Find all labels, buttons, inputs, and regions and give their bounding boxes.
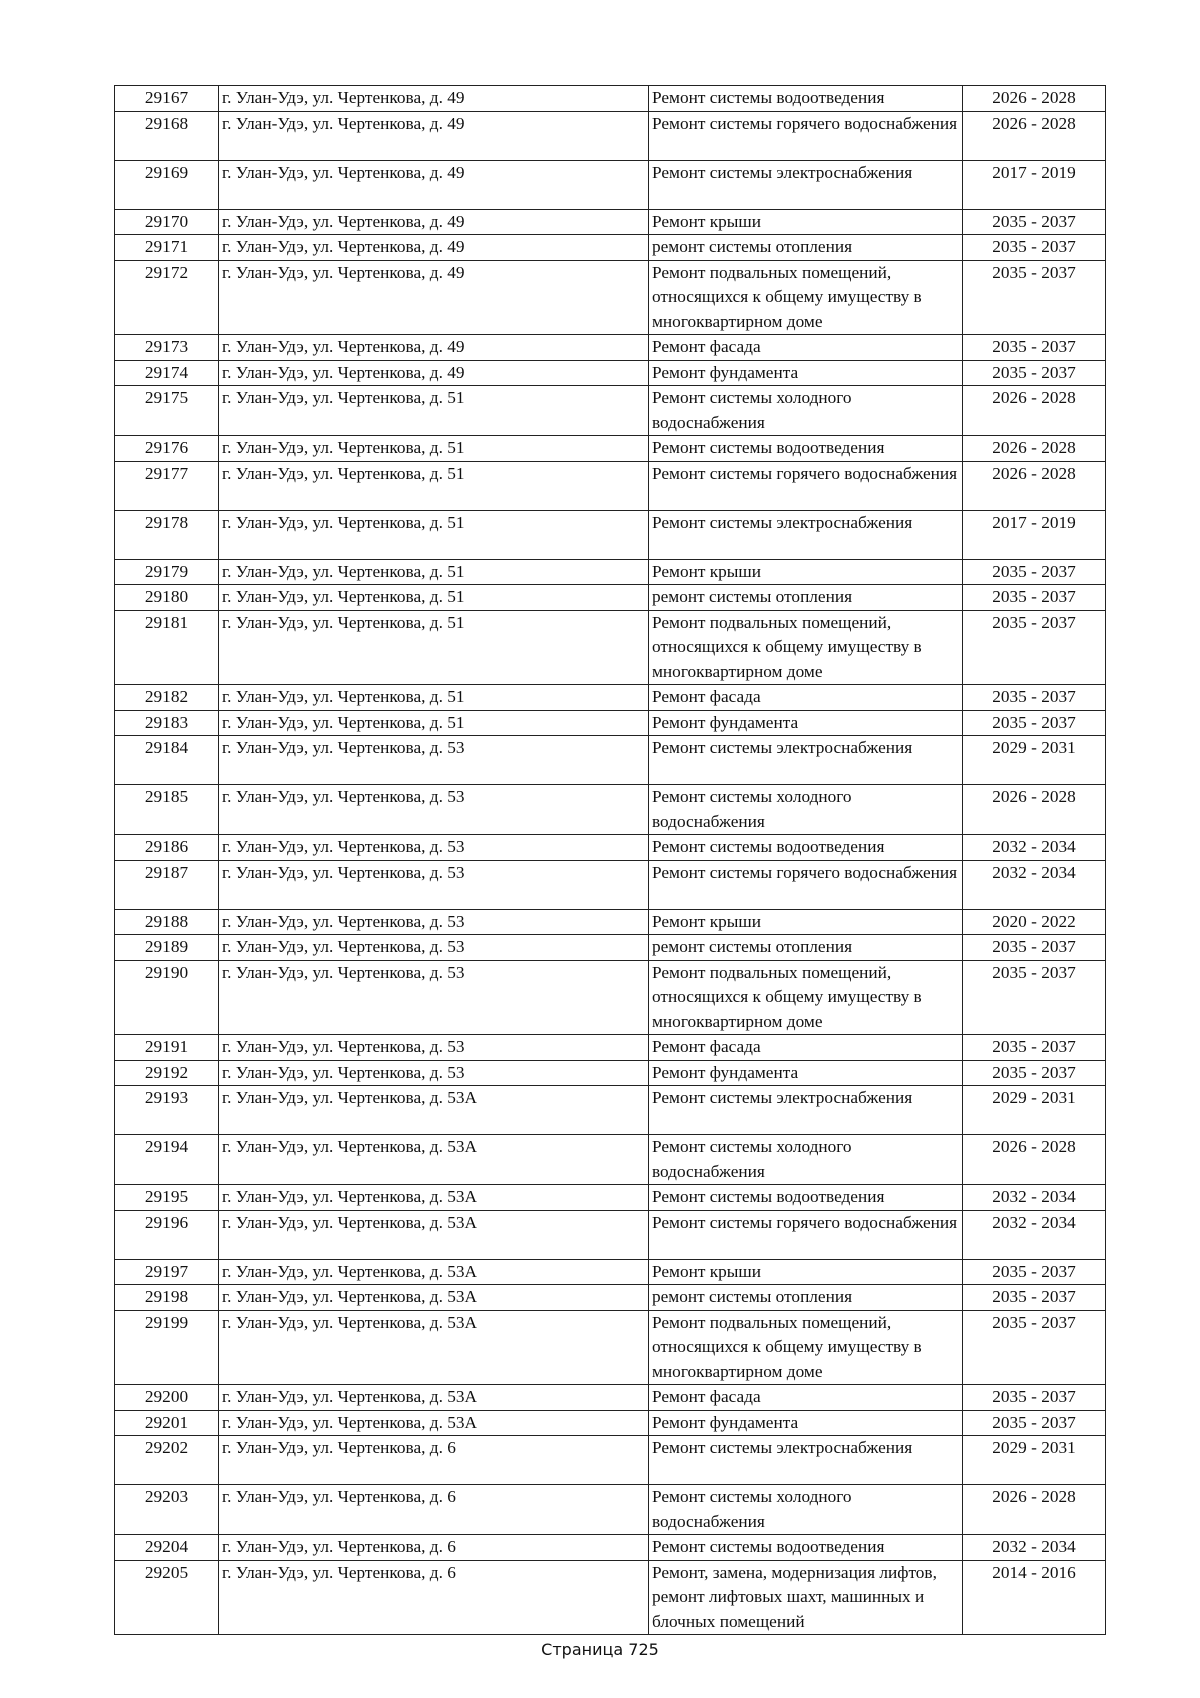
row-number-cell: 29181 xyxy=(115,610,219,685)
period-cell: 2035 - 2037 xyxy=(963,335,1106,361)
table-row xyxy=(115,510,1106,559)
table-row xyxy=(115,1210,1106,1259)
address-cell: г. Улан-Удэ, ул. Чертенкова, д. 51 xyxy=(219,585,649,611)
work-type-cell: Ремонт подвальных помещений, относящихся к общему имуществу в многоквартирном доме xyxy=(649,960,963,1035)
table-row xyxy=(115,1385,1106,1411)
row-number-cell: 29204 xyxy=(115,1535,219,1561)
address-cell: г. Улан-Удэ, ул. Чертенкова, д. 6 xyxy=(219,1485,649,1535)
table-body xyxy=(115,86,1106,1635)
period-cell: 2035 - 2037 xyxy=(963,235,1106,261)
table-row xyxy=(115,835,1106,861)
work-type-cell: Ремонт системы холодного водоснабжения xyxy=(649,386,963,436)
address-cell: г. Улан-Удэ, ул. Чертенкова, д. 6 xyxy=(219,1535,649,1561)
period-cell: 2020 - 2022 xyxy=(963,909,1106,935)
period-cell: 2026 - 2028 xyxy=(963,1135,1106,1185)
period-cell: 2032 - 2034 xyxy=(963,860,1106,909)
row-number-cell: 29199 xyxy=(115,1310,219,1385)
work-type-cell: Ремонт системы холодного водоснабжения xyxy=(649,1135,963,1185)
address-cell: г. Улан-Удэ, ул. Чертенкова, д. 49 xyxy=(219,335,649,361)
row-number-cell: 29186 xyxy=(115,835,219,861)
table-row xyxy=(115,960,1106,1035)
table-row xyxy=(115,260,1106,335)
work-type-cell: Ремонт подвальных помещений, относящихся к общему имуществу в многоквартирном доме xyxy=(649,260,963,335)
period-cell: 2035 - 2037 xyxy=(963,1385,1106,1411)
work-type-cell: Ремонт системы водоотведения xyxy=(649,1185,963,1211)
row-number-cell: 29197 xyxy=(115,1259,219,1285)
period-cell: 2035 - 2037 xyxy=(963,1310,1106,1385)
work-type-cell: ремонт системы отопления xyxy=(649,1285,963,1311)
address-cell: г. Улан-Удэ, ул. Чертенкова, д. 53 xyxy=(219,835,649,861)
row-number-cell: 29202 xyxy=(115,1436,219,1485)
row-number-cell: 29180 xyxy=(115,585,219,611)
period-cell: 2026 - 2028 xyxy=(963,111,1106,160)
work-type-cell: Ремонт крыши xyxy=(649,909,963,935)
period-cell: 2035 - 2037 xyxy=(963,610,1106,685)
period-cell: 2035 - 2037 xyxy=(963,559,1106,585)
address-cell: г. Улан-Удэ, ул. Чертенкова, д. 49 xyxy=(219,260,649,335)
work-type-cell: Ремонт системы горячего водоснабжения xyxy=(649,461,963,510)
work-type-cell: Ремонт подвальных помещений, относящихся к общему имуществу в многоквартирном доме xyxy=(649,1310,963,1385)
table-row xyxy=(115,685,1106,711)
work-type-cell: Ремонт крыши xyxy=(649,209,963,235)
row-number-cell: 29177 xyxy=(115,461,219,510)
work-type-cell: Ремонт фундамента xyxy=(649,1060,963,1086)
row-number-cell: 29184 xyxy=(115,736,219,785)
period-cell: 2035 - 2037 xyxy=(963,1060,1106,1086)
period-cell: 2032 - 2034 xyxy=(963,1185,1106,1211)
table-row xyxy=(115,360,1106,386)
work-type-cell: Ремонт фасада xyxy=(649,335,963,361)
table-row xyxy=(115,1060,1106,1086)
period-cell: 2014 - 2016 xyxy=(963,1560,1106,1635)
address-cell: г. Улан-Удэ, ул. Чертенкова, д. 6 xyxy=(219,1560,649,1635)
period-cell: 2035 - 2037 xyxy=(963,260,1106,335)
period-cell: 2017 - 2019 xyxy=(963,510,1106,559)
address-cell: г. Улан-Удэ, ул. Чертенкова, д. 53А xyxy=(219,1086,649,1135)
row-number-cell: 29179 xyxy=(115,559,219,585)
row-number-cell: 29173 xyxy=(115,335,219,361)
row-number-cell: 29185 xyxy=(115,785,219,835)
row-number-cell: 29194 xyxy=(115,1135,219,1185)
address-cell: г. Улан-Удэ, ул. Чертенкова, д. 49 xyxy=(219,111,649,160)
table-row xyxy=(115,559,1106,585)
address-cell: г. Улан-Удэ, ул. Чертенкова, д. 49 xyxy=(219,360,649,386)
table-row xyxy=(115,1259,1106,1285)
address-cell: г. Улан-Удэ, ул. Чертенкова, д. 53 xyxy=(219,736,649,785)
address-cell: г. Улан-Удэ, ул. Чертенкова, д. 53А xyxy=(219,1410,649,1436)
row-number-cell: 29182 xyxy=(115,685,219,711)
work-type-cell: Ремонт системы водоотведения xyxy=(649,835,963,861)
row-number-cell: 29175 xyxy=(115,386,219,436)
row-number-cell: 29171 xyxy=(115,235,219,261)
period-cell: 2017 - 2019 xyxy=(963,160,1106,209)
period-cell: 2032 - 2034 xyxy=(963,835,1106,861)
address-cell: г. Улан-Удэ, ул. Чертенкова, д. 49 xyxy=(219,209,649,235)
work-type-cell: ремонт системы отопления xyxy=(649,585,963,611)
work-type-cell: Ремонт крыши xyxy=(649,1259,963,1285)
table-row xyxy=(115,1436,1106,1485)
work-type-cell: Ремонт системы электроснабжения xyxy=(649,160,963,209)
work-type-cell: Ремонт фасада xyxy=(649,1035,963,1061)
period-cell: 2035 - 2037 xyxy=(963,209,1106,235)
work-type-cell: Ремонт системы холодного водоснабжения xyxy=(649,1485,963,1535)
row-number-cell: 29190 xyxy=(115,960,219,1035)
work-type-cell: Ремонт системы электроснабжения xyxy=(649,510,963,559)
table-row xyxy=(115,461,1106,510)
row-number-cell: 29191 xyxy=(115,1035,219,1061)
address-cell: г. Улан-Удэ, ул. Чертенкова, д. 49 xyxy=(219,160,649,209)
work-type-cell: Ремонт системы горячего водоснабжения xyxy=(649,1210,963,1259)
address-cell: г. Улан-Удэ, ул. Чертенкова, д. 49 xyxy=(219,235,649,261)
row-number-cell: 29174 xyxy=(115,360,219,386)
address-cell: г. Улан-Удэ, ул. Чертенкова, д. 53А xyxy=(219,1385,649,1411)
row-number-cell: 29176 xyxy=(115,436,219,462)
period-cell: 2029 - 2031 xyxy=(963,1436,1106,1485)
address-cell: г. Улан-Удэ, ул. Чертенкова, д. 53 xyxy=(219,935,649,961)
address-cell: г. Улан-Удэ, ул. Чертенкова, д. 51 xyxy=(219,510,649,559)
table-row xyxy=(115,160,1106,209)
period-cell: 2026 - 2028 xyxy=(963,785,1106,835)
table-row xyxy=(115,610,1106,685)
row-number-cell: 29192 xyxy=(115,1060,219,1086)
address-cell: г. Улан-Удэ, ул. Чертенкова, д. 53 xyxy=(219,1035,649,1061)
row-number-cell: 29189 xyxy=(115,935,219,961)
period-cell: 2035 - 2037 xyxy=(963,1285,1106,1311)
row-number-cell: 29170 xyxy=(115,209,219,235)
row-number-cell: 29169 xyxy=(115,160,219,209)
work-type-cell: Ремонт, замена, модернизация лифтов, ремонт лифтовых шахт, машинных и блочных помещений xyxy=(649,1560,963,1635)
work-type-cell: Ремонт системы электроснабжения xyxy=(649,1436,963,1485)
work-type-cell: Ремонт системы водоотведения xyxy=(649,436,963,462)
row-number-cell: 29183 xyxy=(115,710,219,736)
period-cell: 2035 - 2037 xyxy=(963,1035,1106,1061)
period-cell: 2032 - 2034 xyxy=(963,1210,1106,1259)
row-number-cell: 29178 xyxy=(115,510,219,559)
table-row xyxy=(115,1410,1106,1436)
table-row xyxy=(115,909,1106,935)
address-cell: г. Улан-Удэ, ул. Чертенкова, д. 51 xyxy=(219,610,649,685)
period-cell: 2035 - 2037 xyxy=(963,960,1106,1035)
table-row xyxy=(115,235,1106,261)
row-number-cell: 29188 xyxy=(115,909,219,935)
period-cell: 2026 - 2028 xyxy=(963,386,1106,436)
row-number-cell: 29203 xyxy=(115,1485,219,1535)
table-row xyxy=(115,436,1106,462)
address-cell: г. Улан-Удэ, ул. Чертенкова, д. 51 xyxy=(219,710,649,736)
address-cell: г. Улан-Удэ, ул. Чертенкова, д. 53А xyxy=(219,1310,649,1385)
table-row xyxy=(115,1560,1106,1635)
table-row xyxy=(115,1135,1106,1185)
period-cell: 2026 - 2028 xyxy=(963,86,1106,112)
work-type-cell: Ремонт фундамента xyxy=(649,1410,963,1436)
period-cell: 2035 - 2037 xyxy=(963,1259,1106,1285)
table-row xyxy=(115,111,1106,160)
period-cell: 2035 - 2037 xyxy=(963,1410,1106,1436)
repair-schedule-table xyxy=(114,85,1106,1635)
row-number-cell: 29205 xyxy=(115,1560,219,1635)
work-type-cell: Ремонт системы горячего водоснабжения xyxy=(649,111,963,160)
page-number: Страница 725 xyxy=(541,1640,659,1659)
period-cell: 2035 - 2037 xyxy=(963,585,1106,611)
work-type-cell: Ремонт фундамента xyxy=(649,710,963,736)
address-cell: г. Улан-Удэ, ул. Чертенкова, д. 53 xyxy=(219,1060,649,1086)
table-row xyxy=(115,386,1106,436)
work-type-cell: ремонт системы отопления xyxy=(649,935,963,961)
work-type-cell: Ремонт фасада xyxy=(649,1385,963,1411)
work-type-cell: Ремонт подвальных помещений, относящихся к общему имуществу в многоквартирном доме xyxy=(649,610,963,685)
work-type-cell: Ремонт фасада xyxy=(649,685,963,711)
address-cell: г. Улан-Удэ, ул. Чертенкова, д. 53А xyxy=(219,1210,649,1259)
table-row xyxy=(115,1285,1106,1311)
row-number-cell: 29198 xyxy=(115,1285,219,1311)
table-row xyxy=(115,785,1106,835)
address-cell: г. Улан-Удэ, ул. Чертенкова, д. 53А xyxy=(219,1185,649,1211)
table-row xyxy=(115,335,1106,361)
address-cell: г. Улан-Удэ, ул. Чертенкова, д. 49 xyxy=(219,86,649,112)
work-type-cell: Ремонт системы холодного водоснабжения xyxy=(649,785,963,835)
address-cell: г. Улан-Удэ, ул. Чертенкова, д. 51 xyxy=(219,461,649,510)
address-cell: г. Улан-Удэ, ул. Чертенкова, д. 51 xyxy=(219,685,649,711)
table-row xyxy=(115,935,1106,961)
row-number-cell: 29195 xyxy=(115,1185,219,1211)
address-cell: г. Улан-Удэ, ул. Чертенкова, д. 53А xyxy=(219,1135,649,1185)
address-cell: г. Улан-Удэ, ул. Чертенкова, д. 51 xyxy=(219,559,649,585)
work-type-cell: ремонт системы отопления xyxy=(649,235,963,261)
address-cell: г. Улан-Удэ, ул. Чертенкова, д. 6 xyxy=(219,1436,649,1485)
address-cell: г. Улан-Удэ, ул. Чертенкова, д. 53 xyxy=(219,785,649,835)
period-cell: 2029 - 2031 xyxy=(963,736,1106,785)
period-cell: 2035 - 2037 xyxy=(963,360,1106,386)
table-row xyxy=(115,1086,1106,1135)
work-type-cell: Ремонт крыши xyxy=(649,559,963,585)
table-row xyxy=(115,1310,1106,1385)
table-row xyxy=(115,710,1106,736)
table-row xyxy=(115,1035,1106,1061)
work-type-cell: Ремонт фундамента xyxy=(649,360,963,386)
table-row xyxy=(115,209,1106,235)
table-row xyxy=(115,1185,1106,1211)
address-cell: г. Улан-Удэ, ул. Чертенкова, д. 53 xyxy=(219,860,649,909)
row-number-cell: 29200 xyxy=(115,1385,219,1411)
row-number-cell: 29196 xyxy=(115,1210,219,1259)
address-cell: г. Улан-Удэ, ул. Чертенкова, д. 53А xyxy=(219,1285,649,1311)
row-number-cell: 29167 xyxy=(115,86,219,112)
work-type-cell: Ремонт системы горячего водоснабжения xyxy=(649,860,963,909)
table-row xyxy=(115,860,1106,909)
period-cell: 2026 - 2028 xyxy=(963,436,1106,462)
period-cell: 2029 - 2031 xyxy=(963,1086,1106,1135)
work-type-cell: Ремонт системы водоотведения xyxy=(649,86,963,112)
period-cell: 2026 - 2028 xyxy=(963,461,1106,510)
address-cell: г. Улан-Удэ, ул. Чертенкова, д. 53 xyxy=(219,909,649,935)
address-cell: г. Улан-Удэ, ул. Чертенкова, д. 51 xyxy=(219,436,649,462)
row-number-cell: 29172 xyxy=(115,260,219,335)
table-row xyxy=(115,585,1106,611)
work-type-cell: Ремонт системы электроснабжения xyxy=(649,736,963,785)
period-cell: 2032 - 2034 xyxy=(963,1535,1106,1561)
period-cell: 2035 - 2037 xyxy=(963,710,1106,736)
table-row xyxy=(115,736,1106,785)
period-cell: 2035 - 2037 xyxy=(963,685,1106,711)
address-cell: г. Улан-Удэ, ул. Чертенкова, д. 51 xyxy=(219,386,649,436)
period-cell: 2035 - 2037 xyxy=(963,935,1106,961)
row-number-cell: 29187 xyxy=(115,860,219,909)
period-cell: 2026 - 2028 xyxy=(963,1485,1106,1535)
table-row xyxy=(115,86,1106,112)
address-cell: г. Улан-Удэ, ул. Чертенкова, д. 53 xyxy=(219,960,649,1035)
row-number-cell: 29168 xyxy=(115,111,219,160)
address-cell: г. Улан-Удэ, ул. Чертенкова, д. 53А xyxy=(219,1259,649,1285)
work-type-cell: Ремонт системы электроснабжения xyxy=(649,1086,963,1135)
row-number-cell: 29193 xyxy=(115,1086,219,1135)
table-row xyxy=(115,1485,1106,1535)
work-type-cell: Ремонт системы водоотведения xyxy=(649,1535,963,1561)
table-row xyxy=(115,1535,1106,1561)
row-number-cell: 29201 xyxy=(115,1410,219,1436)
